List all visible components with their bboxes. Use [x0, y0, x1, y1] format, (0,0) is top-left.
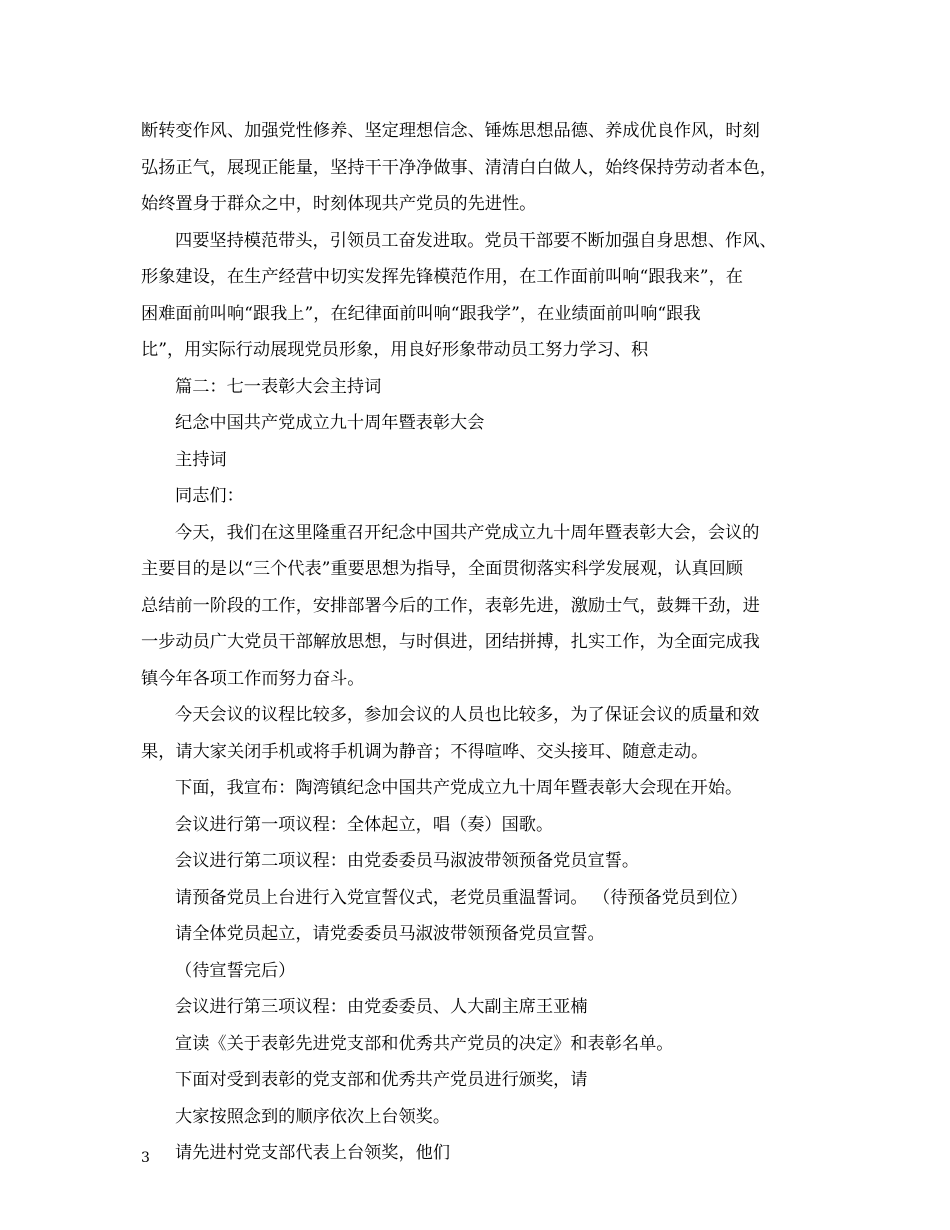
paragraph-line: 请全体党员起立，请党委委员马淑波带领预备党员宣誓。 — [175, 924, 605, 944]
paragraph-line: 镇今年各项工作而努力奋斗。 — [141, 668, 365, 689]
paragraph-line: 请预备党员上台进行入党宣誓仪式，老党员重温誓词。 （待预备党员到位） — [175, 887, 748, 908]
paragraph-line: 大家按照念到的顺序依次上台领奖。 — [175, 1106, 451, 1127]
paragraph-line: 弘扬正气，展现正能量，坚持干干净净做事、清清白白做人，始终保持劳动者本色， — [141, 157, 777, 178]
document-subtitle: 主持词 — [175, 449, 227, 470]
paragraph-line: 下面对受到表彰的党支部和优秀共产党员进行颁奖，请 — [175, 1070, 588, 1090]
paragraph-line: 断转变作风、加强党性修养、坚定理想信念、锤炼思想品德、养成优良作风，时刻 — [141, 121, 760, 141]
salutation: 同志们： — [175, 486, 244, 506]
paragraph-line: 四要坚持模范带头，引领员工奋发进取。党员干部要不断加强自身思想、作风、 — [175, 230, 777, 251]
paragraph-line: 会议进行第一项议程：全体起立，唱（奏）国歌。 — [175, 814, 554, 835]
paragraph-line: 今天，我们在这里隆重召开纪念中国共产党成立九十周年暨表彰大会，会议的 — [175, 522, 760, 543]
document-body — [141, 113, 831, 1172]
paragraph-line: 宣读《关于表彰先进党支部和优秀共产党员的决定》和表彰名单。 — [175, 1033, 674, 1054]
paragraph-line: 形象建设，在生产经营中切实发挥先锋模范作用，在工作面前叫响“跟我来”，在 — [141, 267, 743, 287]
document-title: 纪念中国共产党成立九十周年暨表彰大会 — [175, 413, 485, 433]
paragraph-line: 比”，用实际行动展现党员形象，用良好形象带动员工努力学习、积 — [141, 340, 649, 360]
paragraph-line: 始终置身于群众之中，时刻体现共产党员的先进性。 — [141, 194, 537, 214]
paragraph-line: 今天会议的议程比较多，参加会议的人员也比较多，为了保证会议的质量和效 — [175, 705, 760, 725]
paragraph-line: 下面，我宣布：陶湾镇纪念中国共产党成立九十周年暨表彰大会现在开始。 — [175, 778, 743, 798]
paragraph-line: 困难面前叫响“跟我上”，在纪律面前叫响“跟我学”，在业绩面前叫响“跟我 — [141, 303, 701, 324]
page-number: 3 — [141, 1150, 150, 1166]
paragraph-line: 主要目的是以“三个代表”重要思想为指导，全面贯彻落实科学发展观，认真回顾 — [141, 559, 743, 579]
paragraph-line: 请先进村党支部代表上台领奖，他们 — [175, 1143, 451, 1163]
section-heading: 篇二：七一表彰大会主持词 — [175, 376, 382, 397]
paragraph-line: （待宣誓完后） — [175, 960, 296, 981]
paragraph-line: 果，请大家关闭手机或将手机调为静音；不得喧哗、交头接耳、随意走动。 — [141, 741, 709, 762]
paragraph-line: 总结前一阶段的工作，安排部署今后的工作，表彰先进，激励士气，鼓舞干劲，进 — [141, 595, 760, 616]
paragraph-line: 一步动员广大党员干部解放思想，与时俱进，团结拼搏，扎实工作，为全面完成我 — [141, 632, 760, 652]
paragraph-line: 会议进行第三项议程：由党委委员、人大副主席王亚楠 — [175, 997, 588, 1017]
paragraph-line: 会议进行第二项议程：由党委委员马淑波带领预备党员宣誓。 — [175, 851, 640, 871]
